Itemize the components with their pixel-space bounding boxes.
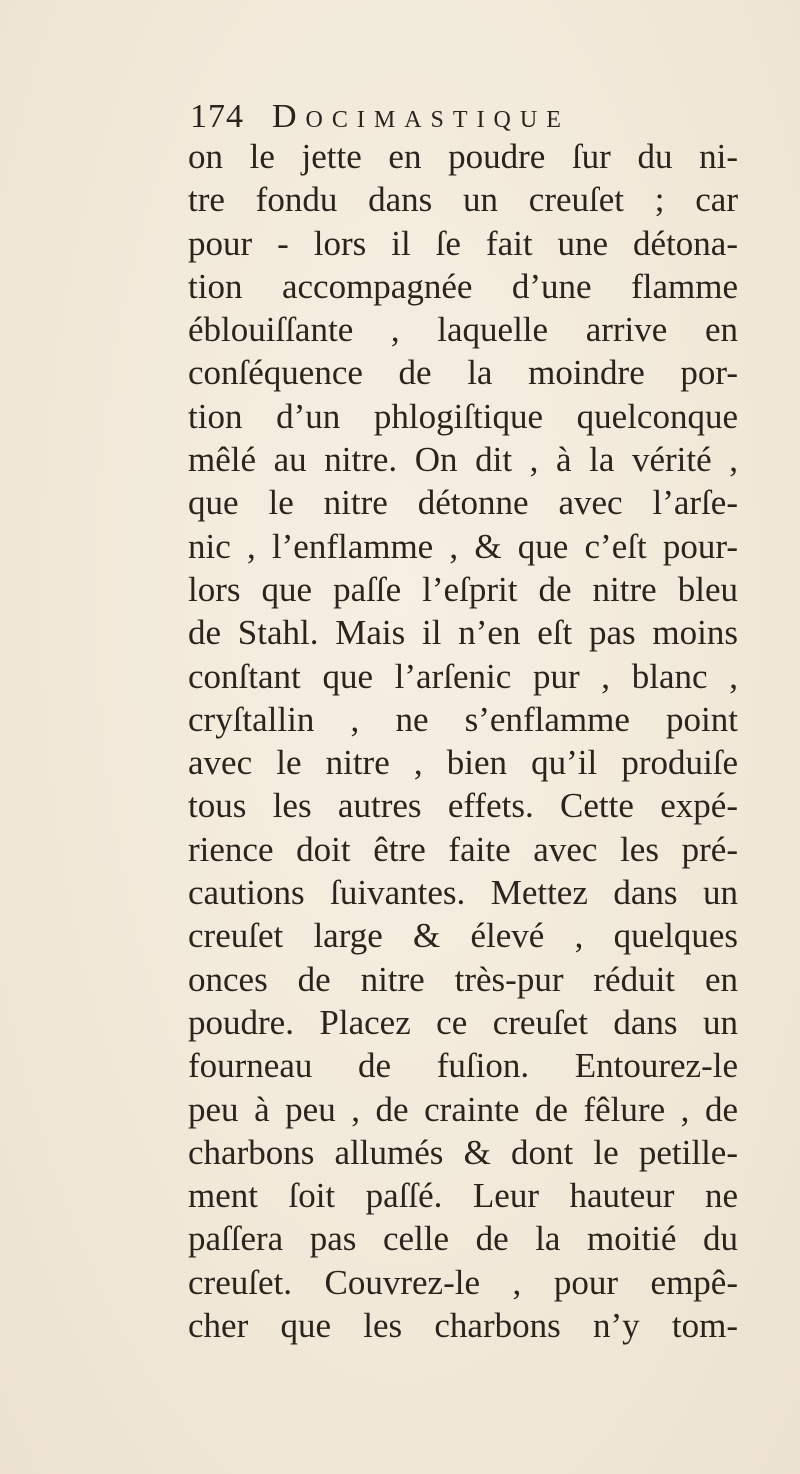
text-line: avec le nitre , bien qu’il produiſe xyxy=(188,743,738,783)
page-number: 174 xyxy=(190,98,244,135)
text-line: creuſet large & élevé , quelques xyxy=(188,916,738,956)
text-line: que le nitre détonne avec l’arſe- xyxy=(188,483,738,523)
text-line: tion accompagnée d’une flamme xyxy=(188,266,738,306)
text-line: onces de nitre très-pur réduit en xyxy=(188,959,738,999)
text-line: conſtant que l’arſenic pur , blanc , xyxy=(188,656,738,696)
text-line: cher que les charbons n’y tom- xyxy=(188,1306,738,1346)
text-line: pour - lors il ſe fait une détona- xyxy=(188,223,738,263)
text-line: poudre. Placez ce creuſet dans un xyxy=(188,1002,738,1042)
text-line: nic , l’enflamme , & que c’eſt pour- xyxy=(188,526,738,566)
text-line: conſéquence de la moindre por- xyxy=(188,353,738,393)
body-text xyxy=(188,135,738,1347)
text-line: fourneau de fuſion. Entourez-le xyxy=(188,1046,738,1086)
text-line: charbons allumés & dont le petille- xyxy=(188,1132,738,1172)
text-line: lors que paſſe l’eſprit de nitre bleu xyxy=(188,569,738,609)
text-line: creuſet. Couvrez-le , pour empê- xyxy=(188,1262,738,1302)
text-line: rience doit être faite avec les pré- xyxy=(188,829,738,869)
text-line: on le jette en poudre ſur du ni- xyxy=(188,137,738,176)
running-title: Docimastique xyxy=(272,98,570,135)
text-line: cryſtallin , ne s’enflamme point xyxy=(188,699,738,739)
text-line: mêlé au nitre. On dit , à la vérité , xyxy=(188,440,738,480)
text-line: tre fondu dans un creuſet ; car xyxy=(188,180,738,220)
text-line: cautions ſuivantes. Mettez dans un xyxy=(188,873,738,913)
text-line: ment ſoit paſſé. Leur hauteur ne xyxy=(188,1176,738,1216)
text-line: de Stahl. Mais il n’en eſt pas moins xyxy=(188,613,738,653)
text-line: tous les autres effets. Cette expé- xyxy=(188,786,738,826)
text-line: peu à peu , de crainte de fêlure , de xyxy=(188,1089,738,1129)
text-line: paſſera pas celle de la moitié du xyxy=(188,1219,738,1259)
text-line: tion d’un phlogiſtique quelconque xyxy=(188,396,738,436)
text-line: éblouiſſante , laquelle arrive en xyxy=(188,310,738,350)
